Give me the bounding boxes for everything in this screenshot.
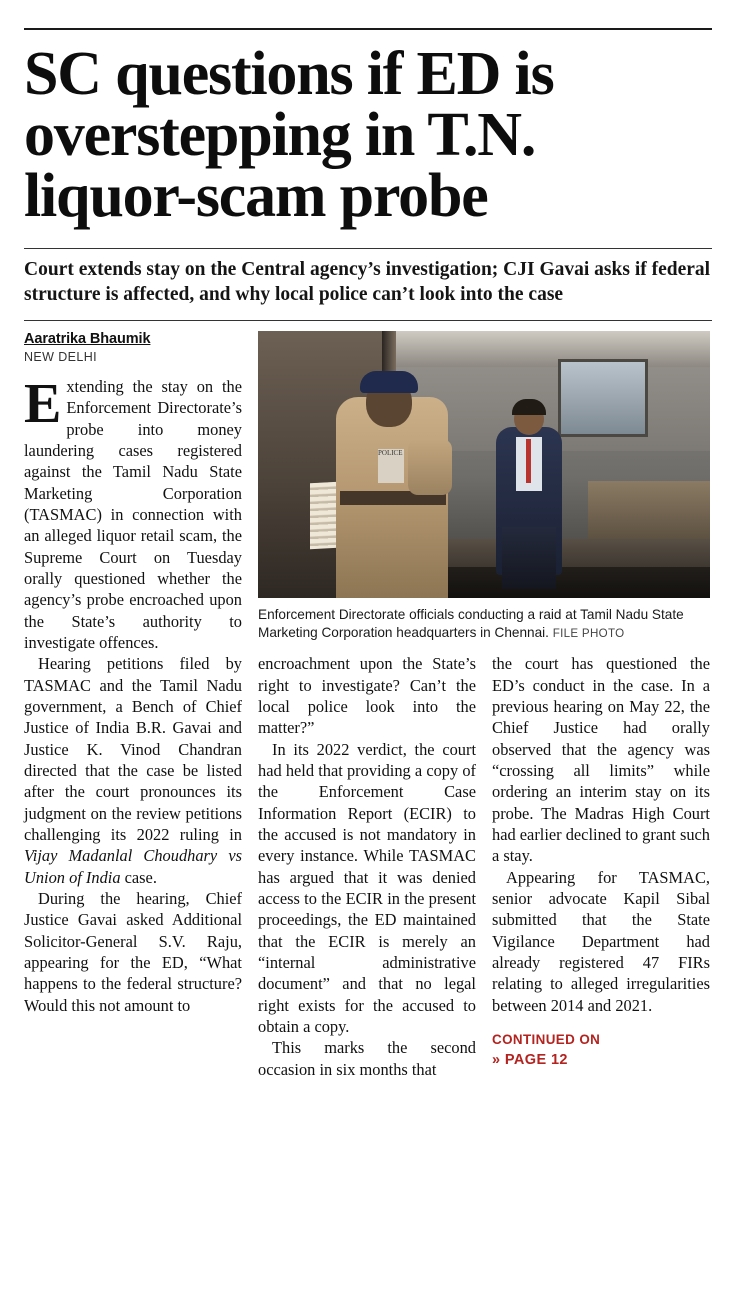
article-photo — [258, 331, 710, 598]
photo-policeman-cap — [360, 371, 418, 393]
photo-caption-text: Enforcement Directorate officials conducting a raid at Tamil Nadu State Marketing Corporation headquarters in Chennai. — [258, 607, 684, 640]
photo-policeman-arm — [408, 439, 452, 495]
headline-line-1: SC questions if ED is — [24, 40, 554, 108]
paragraph-3: During the hearing, Chief Justice Gavai asked Additional Solicitor-General S.V. Raju, appearing for the ED, “What happens to the federal structure? Would this not amount to — [24, 889, 242, 1015]
article-column-1 — [24, 331, 242, 1080]
article-top-row — [24, 331, 712, 1080]
subheadline: Court extends stay on the Central agency’s investigation; CJI Gavai asks if federal structure is affected, and why local police can’t look into the case — [24, 259, 711, 306]
photo-ceiling — [396, 331, 710, 367]
paragraph-7: the court has questioned the ED’s conduct in the case. In a previous hearing on May 22, the Chief Justice had orally observed that the agency was “crossing all limits” while ordering an interim stay on its probe. The Madras High Court had earlier declined to grant such a stay. — [492, 654, 710, 866]
photo-desk — [588, 481, 710, 539]
photo-window — [558, 359, 648, 437]
top-divider — [24, 28, 712, 30]
byline-dateline: NEW DELHI — [24, 350, 98, 365]
paragraph-2-tail: case. — [120, 867, 157, 887]
headline-line-2: overstepping in T.N. — [24, 100, 536, 169]
photo-block — [258, 331, 710, 1080]
continued-page[interactable]: » PAGE 12 — [492, 1052, 568, 1069]
byline-divider — [24, 320, 712, 321]
paragraph-1 — [24, 373, 242, 653]
photo-official-hair — [512, 399, 546, 415]
paragraph-6: This marks the second occasion in six months that — [258, 1038, 476, 1079]
headline-line-3: liquor-scam probe — [24, 161, 488, 230]
continued-notice[interactable] — [492, 1030, 710, 1072]
drop-cap: E — [24, 373, 62, 436]
paragraph-5: In its 2022 verdict, the court had held that providing a copy of the Enforcement Case Information Report (ECIR) to the accused is not mandatory in every instance. While TASMAC has argued that it was denied access to the ECIR in the present proceedings, the ED maintained that the ECIR is merely an “internal administrative document” and that no legal right exists for the accused to obtain a copy. — [258, 739, 476, 1036]
photo-caption — [258, 606, 710, 641]
paragraph-4: encroachment upon the State’s right to investigate? Can’t the local police look into the matter?” — [258, 654, 476, 738]
subhead-wrapper — [24, 248, 712, 308]
paragraph-2 — [24, 653, 242, 888]
case-name-italic: Vijay Madanlal Choudhary vs Union of India — [24, 846, 242, 887]
continued-label: CONTINUED ON — [492, 1031, 601, 1047]
article-column-2 — [258, 653, 476, 1080]
photo-credit: FILE PHOTO — [552, 626, 625, 640]
photo-official-legs — [502, 527, 556, 589]
paragraph-1-text: xtending the stay on the Enforcement Directorate’s probe into money laundering cases registered against the Tamil Nadu State Marketing Corporation (TASMAC) in connection with an alleged liquor retail scam, the Supreme Court on Tuesday orally questioned whether the agency’s probe encroached upon the State’s authority to investigate offences. — [24, 377, 242, 653]
article-lower-columns — [258, 653, 710, 1080]
page-title — [24, 40, 712, 230]
paragraph-2-text: Hearing petitions filed by TASMAC and the Tamil Nadu government, a Bench of Chief Justice of India B.R. Gavai and Justice K. Vinod Chandran directed that the case be listed after the court pronounces its judgment on the review petitions challenging its 2022 ruling in — [24, 654, 242, 845]
photo-official-lanyard — [526, 439, 531, 483]
article-column-3 — [492, 653, 710, 1080]
photo-policeman-badge: POLICE — [378, 449, 404, 483]
paragraph-8: Appearing for TASMAC, senior advocate Kapil Sibal submitted that the State Vigilance Department had already registered 47 FIRs relating to alleged irregularities between 2014 and 2021. — [492, 867, 710, 1015]
byline-author: Aaratrika Bhaumik — [24, 331, 151, 348]
